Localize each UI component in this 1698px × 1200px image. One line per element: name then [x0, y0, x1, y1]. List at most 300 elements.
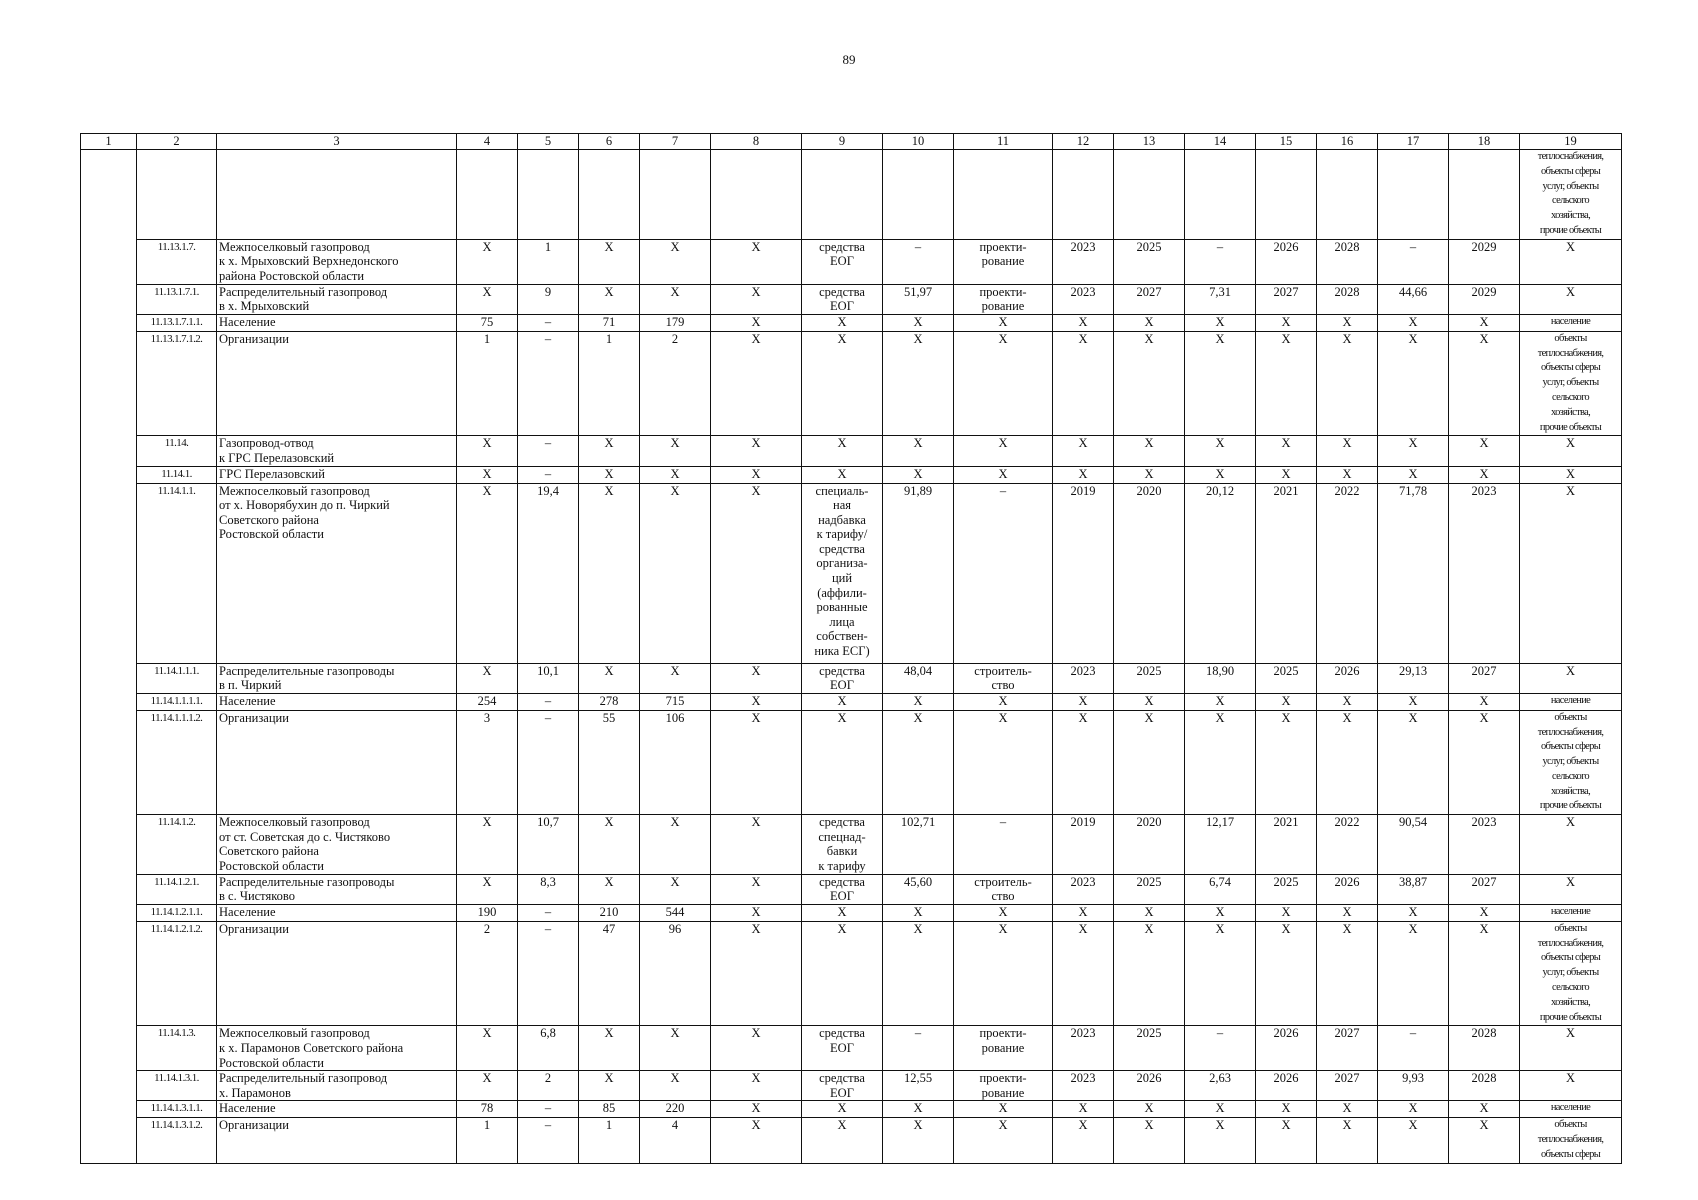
cell-col-6: 71: [579, 314, 640, 331]
row-code: 11.14.: [137, 436, 217, 466]
cell-col-5: –: [518, 693, 579, 710]
text-line: к тарифу/: [816, 527, 868, 542]
cell-col-6: X: [579, 466, 640, 483]
cell-col-19: [1520, 239, 1622, 284]
cell-col-12: X: [1053, 331, 1114, 436]
text-line: рование: [981, 1041, 1025, 1056]
text-line: проекти-: [979, 284, 1027, 299]
cell-col-5: 10,1: [518, 663, 579, 693]
text-line: услуг, объекты: [1542, 180, 1599, 192]
cell-col-17: X: [1378, 1118, 1449, 1163]
row-code: 11.14.1.3.1.: [137, 1071, 217, 1101]
text-line: объекты сферы: [1540, 362, 1601, 374]
cell-col-11: –: [954, 483, 1053, 663]
cell-col-14: 7,31: [1185, 284, 1256, 314]
text-line: бавки: [826, 844, 858, 859]
cell-col-15: X: [1256, 314, 1317, 331]
cell-col-14: X: [1185, 904, 1256, 921]
cell-col-9: X: [802, 1118, 883, 1163]
text-line: Распределительный газопровод: [219, 284, 388, 299]
cell-col-11: –: [954, 815, 1053, 874]
table-row: [81, 331, 1622, 436]
cell-col-13: X: [1114, 436, 1185, 466]
text-line: ЕОГ: [830, 1085, 854, 1100]
text-line: средства: [819, 874, 865, 889]
text-line: к тарифу: [818, 859, 866, 874]
cell-col-4: 75: [457, 314, 518, 331]
cell-col-11: [954, 239, 1053, 284]
cell-col-6: X: [579, 1026, 640, 1071]
text-line: прочие объекты: [1539, 224, 1602, 236]
text-line: услуг, объекты: [1542, 377, 1599, 389]
column-header-3: 3: [217, 134, 457, 150]
cell-col-18: 2023: [1449, 483, 1520, 663]
cell-col-8: X: [711, 1071, 802, 1101]
cell-col-9: [802, 874, 883, 904]
cell-col-7: 715: [640, 693, 711, 710]
text-line: в п. Чиркий: [219, 678, 282, 693]
cell-col-8: X: [711, 874, 802, 904]
text-line: население: [1550, 694, 1591, 706]
cell-col-15: 2026: [1256, 1071, 1317, 1101]
cell-col-5: –: [518, 710, 579, 815]
text-line: средства: [819, 815, 865, 830]
cell-col-4: X: [457, 815, 518, 874]
text-line: X: [1565, 436, 1576, 451]
cell-col-14: X: [1185, 1101, 1256, 1118]
row-name: [217, 239, 457, 284]
data-table: [80, 133, 1622, 1164]
text-line: района Ростовской области: [219, 268, 365, 283]
text-line: Организации: [219, 921, 289, 936]
cell-col-19: [1520, 331, 1622, 436]
row-code: 11.13.1.7.1.: [137, 284, 217, 314]
row-code: 11.13.1.7.1.2.: [137, 331, 217, 436]
row-code: 11.14.1.1.1.2.: [137, 710, 217, 815]
cell-col-19: [1520, 466, 1622, 483]
cell-col-5: 6,8: [518, 1026, 579, 1071]
row-name: [217, 1101, 457, 1118]
cell-col-16: X: [1317, 314, 1378, 331]
cell-col-18: X: [1449, 710, 1520, 815]
cell-col-8: X: [711, 1101, 802, 1118]
text-line: (аффили-: [817, 585, 867, 600]
cell-col-10: X: [883, 710, 954, 815]
row-name: [217, 710, 457, 815]
column-header-13: 13: [1114, 134, 1185, 150]
cell-col-5: –: [518, 331, 579, 436]
cell-col-7: 220: [640, 1101, 711, 1118]
row-name: [217, 314, 457, 331]
row-name: [217, 693, 457, 710]
cell-col-5: –: [518, 904, 579, 921]
cell-col-12: X: [1053, 904, 1114, 921]
row-code: 11.13.1.7.1.1.: [137, 314, 217, 331]
text-line: население: [1550, 905, 1591, 917]
text-line: Газопровод-отвод: [219, 436, 314, 451]
cell-col-10: [883, 150, 954, 240]
table-row: [81, 921, 1622, 1026]
cell-col-18: X: [1449, 314, 1520, 331]
row-code: 11.14.1.2.: [137, 815, 217, 874]
cell-col-16: X: [1317, 331, 1378, 436]
column-header-15: 15: [1256, 134, 1317, 150]
table-row: [81, 314, 1622, 331]
table-row: [81, 663, 1622, 693]
cell-col-10: 48,04: [883, 663, 954, 693]
text-line: сельского: [1552, 391, 1589, 403]
cell-col-12: 2023: [1053, 1026, 1114, 1071]
cell-col-5: 9: [518, 284, 579, 314]
cell-col-5: 10,7: [518, 815, 579, 874]
cell-col-8: X: [711, 663, 802, 693]
column-header-1: 1: [81, 134, 137, 150]
row-name: [217, 874, 457, 904]
cell-col-12: X: [1053, 921, 1114, 1026]
cell-col-14: X: [1185, 331, 1256, 436]
text-line: Ростовской области: [219, 859, 324, 874]
cell-col-8: X: [711, 436, 802, 466]
cell-col-16: [1317, 150, 1378, 240]
cell-col-7: 2: [640, 331, 711, 436]
cell-col-18: X: [1449, 436, 1520, 466]
cell-col-17: X: [1378, 466, 1449, 483]
row-code: 11.14.1.2.1.1.: [137, 904, 217, 921]
text-line: X: [1565, 1026, 1576, 1041]
row-code: 11.14.1.1.: [137, 483, 217, 663]
text-line: рование: [981, 299, 1025, 314]
cell-col-4: 2: [457, 921, 518, 1026]
text-line: сельского: [1552, 770, 1589, 782]
column-header-14: 14: [1185, 134, 1256, 150]
cell-col-4: X: [457, 874, 518, 904]
cell-col-4: X: [457, 436, 518, 466]
cell-col-12: X: [1053, 466, 1114, 483]
table-row: [81, 150, 1622, 240]
cell-col-15: X: [1256, 331, 1317, 436]
cell-col-15: X: [1256, 1101, 1317, 1118]
cell-col-15: X: [1256, 1118, 1317, 1163]
cell-col-8: [711, 150, 802, 240]
cell-col-8: X: [711, 710, 802, 815]
cell-col-16: X: [1317, 904, 1378, 921]
text-line: ство: [991, 678, 1015, 693]
row-code: 11.14.1.: [137, 466, 217, 483]
cell-col-7: 96: [640, 921, 711, 1026]
cell-col-12: X: [1053, 710, 1114, 815]
cell-col-14: X: [1185, 466, 1256, 483]
cell-col-4: 1: [457, 331, 518, 436]
row-name: [217, 904, 457, 921]
cell-col-11: [954, 874, 1053, 904]
text-line: лица: [829, 614, 855, 629]
cell-col-4: X: [457, 483, 518, 663]
cell-col-10: 51,97: [883, 284, 954, 314]
row-name: [217, 483, 457, 663]
cell-col-4: X: [457, 663, 518, 693]
cell-col-8: X: [711, 239, 802, 284]
cell-col-19: [1520, 1101, 1622, 1118]
text-line: хозяйства,: [1550, 210, 1591, 222]
column-1-cell: [81, 150, 137, 1164]
cell-col-17: 71,78: [1378, 483, 1449, 663]
text-line: объекты сферы: [1540, 165, 1601, 177]
text-line: Межпоселковый газопровод: [219, 1026, 370, 1041]
cell-col-13: X: [1114, 1101, 1185, 1118]
text-line: в х. Мрыховский: [219, 299, 310, 314]
cell-col-9: X: [802, 710, 883, 815]
cell-col-11: X: [954, 1101, 1053, 1118]
cell-col-15: X: [1256, 436, 1317, 466]
cell-col-13: 2025: [1114, 1026, 1185, 1071]
text-line: средства: [819, 239, 865, 254]
cell-col-18: 2027: [1449, 874, 1520, 904]
cell-col-14: X: [1185, 1118, 1256, 1163]
cell-col-16: 2022: [1317, 815, 1378, 874]
cell-col-19: [1520, 1026, 1622, 1071]
cell-col-16: 2026: [1317, 874, 1378, 904]
text-line: Ростовской области: [219, 527, 324, 542]
column-header-17: 17: [1378, 134, 1449, 150]
table-row: [81, 483, 1622, 663]
cell-col-10: X: [883, 314, 954, 331]
text-line: ЕОГ: [830, 1041, 854, 1056]
cell-col-4: 190: [457, 904, 518, 921]
table-row: [81, 1026, 1622, 1071]
cell-col-15: X: [1256, 921, 1317, 1026]
cell-col-18: X: [1449, 693, 1520, 710]
cell-col-18: 2029: [1449, 284, 1520, 314]
cell-col-8: X: [711, 331, 802, 436]
cell-col-7: 4: [640, 1118, 711, 1163]
cell-col-13: X: [1114, 314, 1185, 331]
cell-col-6: 278: [579, 693, 640, 710]
cell-col-13: 2025: [1114, 663, 1185, 693]
column-header-8: 8: [711, 134, 802, 150]
cell-col-11: [954, 1026, 1053, 1071]
cell-col-12: 2023: [1053, 239, 1114, 284]
text-line: организа-: [816, 556, 868, 571]
cell-col-11: [954, 150, 1053, 240]
cell-col-12: X: [1053, 314, 1114, 331]
cell-col-9: X: [802, 436, 883, 466]
cell-col-10: 45,60: [883, 874, 954, 904]
row-name: [217, 436, 457, 466]
cell-col-10: 91,89: [883, 483, 954, 663]
cell-col-8: X: [711, 1026, 802, 1071]
cell-col-18: X: [1449, 466, 1520, 483]
cell-col-13: 2025: [1114, 239, 1185, 284]
cell-col-6: 1: [579, 331, 640, 436]
cell-col-15: 2027: [1256, 284, 1317, 314]
text-line: X: [1565, 874, 1576, 889]
cell-col-11: X: [954, 904, 1053, 921]
row-name: [217, 663, 457, 693]
cell-col-12: 2019: [1053, 815, 1114, 874]
cell-col-14: 20,12: [1185, 483, 1256, 663]
cell-col-17: –: [1378, 1026, 1449, 1071]
cell-col-9: [802, 284, 883, 314]
cell-col-4: 254: [457, 693, 518, 710]
cell-col-11: X: [954, 710, 1053, 815]
cell-col-13: 2020: [1114, 483, 1185, 663]
table-row: [81, 904, 1622, 921]
cell-col-6: X: [579, 1071, 640, 1101]
text-line: Население: [219, 314, 276, 329]
cell-col-16: 2026: [1317, 663, 1378, 693]
cell-col-5: –: [518, 921, 579, 1026]
text-line: ство: [991, 889, 1015, 904]
cell-col-18: 2028: [1449, 1026, 1520, 1071]
cell-col-10: X: [883, 921, 954, 1026]
cell-col-17: –: [1378, 239, 1449, 284]
cell-col-7: X: [640, 483, 711, 663]
text-line: от х. Новорябухин до п. Чиркий: [219, 498, 390, 513]
cell-col-4: X: [457, 466, 518, 483]
text-line: проекти-: [979, 239, 1027, 254]
cell-col-17: 38,87: [1378, 874, 1449, 904]
cell-col-10: 12,55: [883, 1071, 954, 1101]
column-header-9: 9: [802, 134, 883, 150]
cell-col-14: –: [1185, 1026, 1256, 1071]
cell-col-4: X: [457, 1026, 518, 1071]
text-line: надбавка: [818, 512, 866, 527]
cell-col-13: X: [1114, 331, 1185, 436]
cell-col-8: X: [711, 693, 802, 710]
cell-col-4: X: [457, 284, 518, 314]
cell-col-17: X: [1378, 693, 1449, 710]
cell-col-7: X: [640, 1026, 711, 1071]
cell-col-10: X: [883, 1118, 954, 1163]
cell-col-8: X: [711, 1118, 802, 1163]
cell-col-18: X: [1449, 331, 1520, 436]
text-line: объекты: [1554, 332, 1587, 344]
cell-col-12: 2023: [1053, 1071, 1114, 1101]
text-line: теплоснабжения,: [1537, 151, 1604, 162]
cell-col-19: [1520, 904, 1622, 921]
text-line: объекты сферы: [1540, 741, 1601, 753]
text-line: объекты: [1554, 1119, 1587, 1131]
cell-col-17: 90,54: [1378, 815, 1449, 874]
text-line: специаль-: [815, 483, 869, 498]
text-line: объекты сферы: [1540, 1148, 1601, 1160]
text-line: теплоснабжения,: [1537, 347, 1604, 359]
cell-col-15: 2025: [1256, 874, 1317, 904]
text-line: теплоснабжения,: [1537, 937, 1604, 949]
table-row: [81, 239, 1622, 284]
row-code: [137, 150, 217, 240]
cell-col-5: –: [518, 1101, 579, 1118]
column-header-7: 7: [640, 134, 711, 150]
text-line: население: [1550, 1102, 1591, 1114]
cell-col-14: X: [1185, 921, 1256, 1026]
cell-col-17: 29,13: [1378, 663, 1449, 693]
cell-col-5: 8,3: [518, 874, 579, 904]
table-row: [81, 284, 1622, 314]
text-line: X: [1565, 239, 1576, 254]
cell-col-18: [1449, 150, 1520, 240]
cell-col-6: 85: [579, 1101, 640, 1118]
cell-col-7: X: [640, 436, 711, 466]
cell-col-12: 2023: [1053, 874, 1114, 904]
text-line: средства: [819, 1071, 865, 1086]
text-line: хозяйства,: [1550, 785, 1591, 797]
cell-col-16: X: [1317, 466, 1378, 483]
cell-col-10: –: [883, 239, 954, 284]
text-line: Ростовской области: [219, 1055, 324, 1070]
cell-col-6: [579, 150, 640, 240]
text-line: средства: [819, 663, 865, 678]
column-header-2: 2: [137, 134, 217, 150]
cell-col-15: 2026: [1256, 239, 1317, 284]
cell-col-18: X: [1449, 921, 1520, 1026]
text-line: Советского района: [219, 844, 319, 859]
text-line: ЕОГ: [830, 678, 854, 693]
cell-col-17: 9,93: [1378, 1071, 1449, 1101]
cell-col-13: 2025: [1114, 874, 1185, 904]
cell-col-19: [1520, 284, 1622, 314]
cell-col-11: X: [954, 466, 1053, 483]
cell-col-14: 6,74: [1185, 874, 1256, 904]
row-name: [217, 150, 457, 240]
cell-col-11: [954, 1071, 1053, 1101]
text-line: проекти-: [979, 1026, 1027, 1041]
text-line: теплоснабжения,: [1537, 1134, 1604, 1146]
cell-col-16: 2027: [1317, 1071, 1378, 1101]
cell-col-13: 2020: [1114, 815, 1185, 874]
cell-col-18: 2027: [1449, 663, 1520, 693]
text-line: собствен-: [816, 629, 868, 644]
cell-col-8: X: [711, 921, 802, 1026]
cell-col-9: [802, 815, 883, 874]
row-code: 11.14.1.3.: [137, 1026, 217, 1071]
cell-col-9: X: [802, 693, 883, 710]
cell-col-10: 102,71: [883, 815, 954, 874]
cell-col-5: –: [518, 314, 579, 331]
row-code: 11.14.1.2.1.2.: [137, 921, 217, 1026]
cell-col-18: 2023: [1449, 815, 1520, 874]
table-row: [81, 436, 1622, 466]
text-line: в с. Чистяково: [219, 889, 295, 904]
text-line: теплоснабжения,: [1537, 726, 1604, 738]
cell-col-14: X: [1185, 436, 1256, 466]
cell-col-14: X: [1185, 314, 1256, 331]
text-line: хозяйства,: [1550, 406, 1591, 418]
cell-col-6: X: [579, 663, 640, 693]
cell-col-12: X: [1053, 693, 1114, 710]
cell-col-10: –: [883, 1026, 954, 1071]
cell-col-13: X: [1114, 1118, 1185, 1163]
cell-col-19: [1520, 150, 1622, 240]
cell-col-16: X: [1317, 921, 1378, 1026]
cell-col-9: [802, 663, 883, 693]
cell-col-11: X: [954, 436, 1053, 466]
cell-col-14: X: [1185, 693, 1256, 710]
cell-col-9: X: [802, 314, 883, 331]
cell-col-7: X: [640, 1071, 711, 1101]
cell-col-6: 47: [579, 921, 640, 1026]
cell-col-18: X: [1449, 904, 1520, 921]
cell-col-13: X: [1114, 466, 1185, 483]
page-number: 89: [842, 52, 856, 67]
cell-col-11: X: [954, 1118, 1053, 1163]
cell-col-14: [1185, 150, 1256, 240]
text-line: средства: [819, 541, 865, 556]
cell-col-19: [1520, 663, 1622, 693]
cell-col-19: [1520, 921, 1622, 1026]
cell-col-17: X: [1378, 710, 1449, 815]
table-row: [81, 1118, 1622, 1163]
